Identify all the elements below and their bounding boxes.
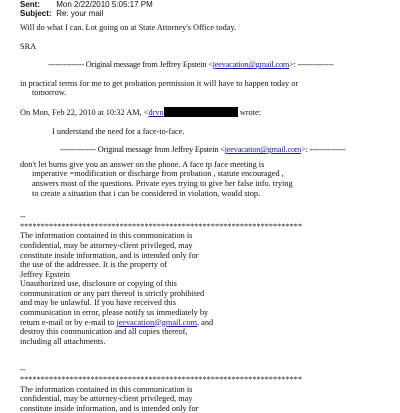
signature: SRA [20, 41, 37, 51]
disclaimer-line: Unauthorized use, disclosure or copying of this [20, 279, 177, 289]
message-line: tomorrow. [32, 88, 67, 98]
email-link[interactable]: jeevacation@gmail.com [212, 60, 290, 70]
disclaimer-line: The information contained in this communication is [20, 231, 193, 241]
email-link[interactable]: jeevacation@gmail.com [116, 317, 197, 327]
message-line: to create a situation that i can be considered in violation, would stop. [32, 188, 261, 198]
disclaimer-line: communication in error, please notify us immediately by [20, 308, 209, 318]
return-prefix: return e-mail or by e-mail to [20, 317, 117, 327]
footer-dashes: -- [20, 365, 26, 375]
disclaimer-line: The information contained in this communication is [20, 384, 193, 394]
reply-line: Will do what I can. Lot going on at State Attorney's Office today. [20, 23, 237, 32]
separator-suffix: >: -------------- [301, 145, 346, 155]
message-line: in practical terms for me to get probation permission it will have to happen today or [20, 78, 299, 88]
email-document [20, 0, 390, 413]
disclaimer-line: the use of the addressee. It is the property of [20, 260, 167, 270]
separator-prefix: -------------- Original message from Jeffrey Epstein < [48, 60, 213, 70]
return-suffix: , and [196, 317, 214, 327]
disclaimer-line: communication or any part thereof is strictly prohibited [20, 288, 205, 298]
attribution-suffix: wrote: [239, 107, 261, 117]
separator-suffix: >: -------------- [289, 60, 334, 70]
sent-label: Sent: [20, 0, 40, 9]
disclaimer-line: and may be unlawful. If you have received this [20, 298, 176, 308]
footer-dashes: -- [20, 212, 26, 222]
subject-label: Subject: [20, 9, 52, 18]
disclaimer-line: constitute inside information, and is intended only for [20, 250, 199, 260]
message-line: don't let burns give you an answer on the phone. A face tp face meeting is [20, 159, 265, 169]
footer-stars: ******************************************************************** [20, 375, 303, 385]
email-link[interactable]: jeevacation@gmail.com [224, 145, 302, 155]
original-message-separator [20, 60, 390, 70]
disclaimer-line: destroy this communication and all copies thereof, [20, 327, 188, 337]
subject-header [20, 9, 390, 18]
disclaimer-line: confidential, may be attorney-client privileged, may [20, 240, 193, 250]
original-message-separator [20, 145, 390, 155]
sent-header [20, 0, 390, 9]
disclaimer-line: Jeffrey Epstein [20, 269, 70, 279]
disclaimer-line [20, 318, 390, 328]
disclaimer-line: including all attachments. [20, 336, 106, 346]
disclaimer-line: constitute inside information, and is intended only for [20, 403, 199, 413]
message-line: imperative =modification or discharge from probation , statute encouraged , [32, 169, 284, 179]
quote-attribution [20, 107, 390, 118]
subject-value: Re: your mail [56, 9, 104, 18]
quoted-line: I understand the need for a face-to-face. [52, 126, 185, 136]
message-line: answers most of the questions. Private eyes trying to give her false info. trying [32, 178, 293, 188]
sent-value: Mon 2/22/2010 5:05:17 PM [56, 0, 153, 9]
attribution-prefix: On Mon, Feb 22, 2010 at 10:32 AM, < [20, 107, 149, 117]
redaction-box [164, 107, 238, 117]
redacted-email-partial[interactable]: drvn [148, 107, 164, 117]
disclaimer-line: confidential, may be attorney-client privileged, may [20, 394, 193, 404]
footer-stars: ******************************************************************** [20, 221, 303, 231]
separator-prefix: -------------- Original message from Jeffrey Epstein < [60, 145, 225, 155]
